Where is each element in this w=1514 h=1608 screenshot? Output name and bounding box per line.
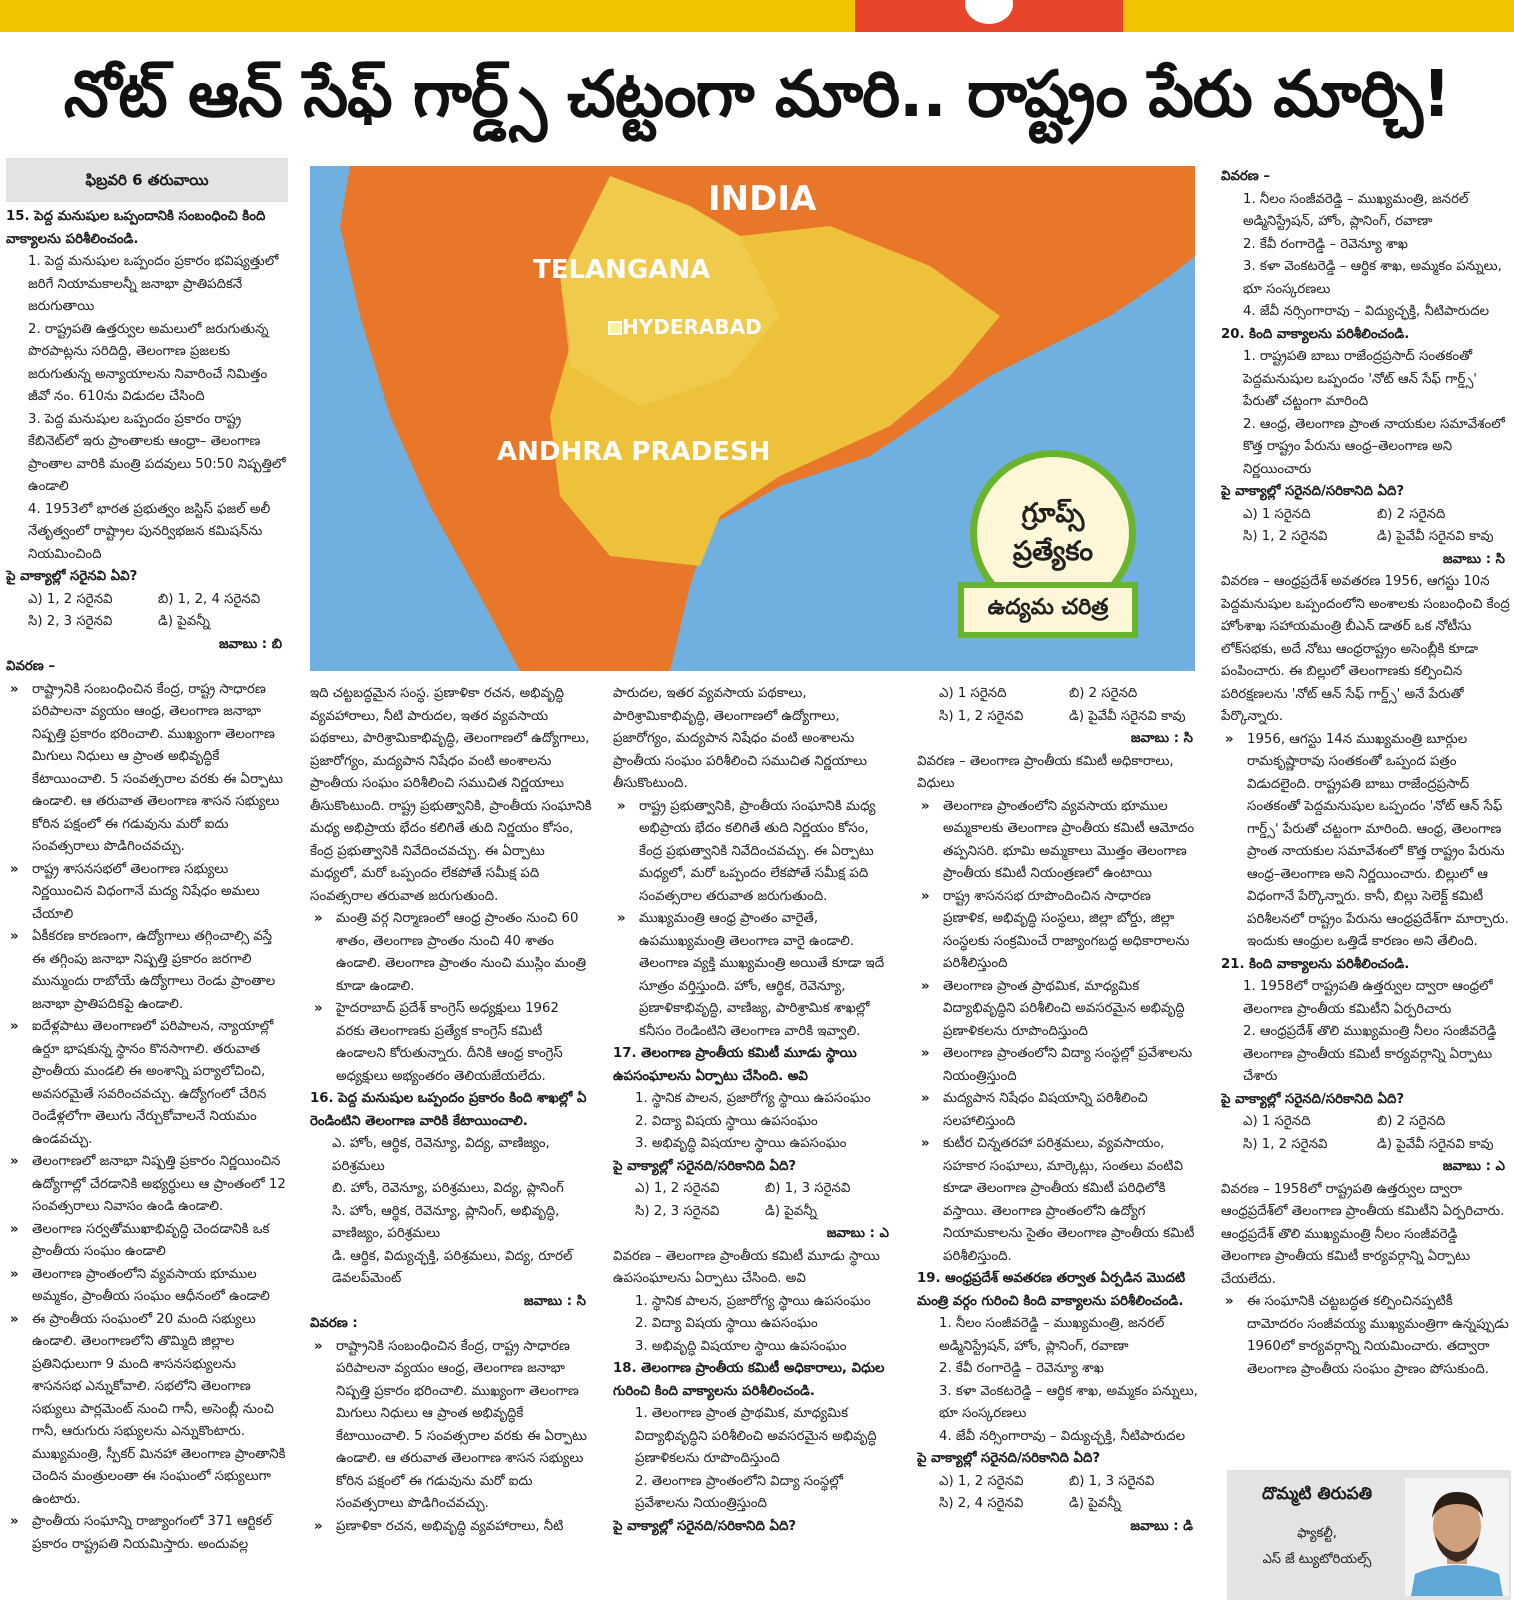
bullet: » తెలంగాణలో జనాభా నిష్పత్తి ప్రకారం నిర్ణయించిన ఉద్యోగాల్లో చేరడానికి అభ్యర్థులు ఆ ప్రాంతంలో 12 సంవత్సరాలు నివాసం ఉండి ఉండాలి. (6, 1151, 288, 1219)
option-b: బి) 2 సరైనది (1377, 506, 1446, 522)
paragraph: ఇది చట్టబద్ధమైన సంస్థ. ప్రణాళికా రచన, అభివృద్ధి వ్యవహారాలు, నీటి పారుదల, ఇతర వ్యవసాయ పథకాలు, పారిశ్రామికాభివృద్ధి, తెలంగాణలో ఉద్యోగాలు, ప్రజారోగ్యం, మద్యపాన నిషేధం వంటి అంశాలను ప్రాంతీయ సంఘం పరిశీలించి సముచిత నిర్ణయాలు తీసుకొంటుంది. రాష్ట్ర ప్రభుత్వానికి, ప్రాంతీయ సంఘానికి మధ్య అభిప్రాయ భేదం కలిగితే తుది నిర్ణయం కోసం, కేంద్ర ప్రభుత్వానికి నివేదించవచ్చు. ఈ ఏర్పాటు మధ్యలో, మరో ఒప్పందం లేకపోతే సమీక్ష పది సంవత్సరాల తరువాత జరుగుతుంది. (310, 686, 592, 904)
bullet: » ప్రణాళికా రచన, అభివృద్ధి వ్యవహారాలు, నీటి (310, 1516, 592, 1539)
options-row (6, 589, 288, 612)
bullet: » ప్రాంతీయ సంఘాన్ని రాజ్యాంగంలో 371 ఆర్టికల్ ప్రకారం రాష్ట్రపతి నియమిస్తారు. అందువల్ల (6, 1511, 288, 1556)
bullet: » మద్యపాన నిషేధం విషయాన్ని పరిశీలించి సలహాలిస్తుంది (917, 1088, 1199, 1133)
author-box (1227, 1470, 1511, 1600)
explanation: వివరణ – 1958లో రాష్ట్రపతి ఉత్తర్వుల ద్వారా ఆంధ్రప్రదేశ్‌లో తెలంగాణ ప్రాంతీయ కమిటీని ఏర్పరిచారు. ఆంధ్రప్రదేశ్ తొలి ముఖ్యమంత్రి నీలం సంజీవరెడ్డి తెలంగాణ ప్రాంతీయ కమిటీ కార్యవర్గాన్ని ఏర్పాటు చేయలేదు. (1221, 1181, 1505, 1287)
options-row (917, 1493, 1199, 1516)
options-row (1221, 526, 1511, 549)
question-prompt: పై వాక్యాల్లో సరైనది/సరికానిది ఏది? (613, 1518, 797, 1534)
options-row (1221, 1134, 1511, 1157)
explanation: వివరణ – ఆంధ్రప్రదేశ్ అవతరణ 1956, ఆగస్టు 10న పెద్దమనుషుల ఒప్పందంలోని అంశాలకు సంబంధించి కేంద్ర హోంశాఖ సహాయమంత్రి బీఎన్ డాతర్ ఒక నోటీసు లోక్‌సభకు, అదే నోటు ఆంధ్రరాష్ట్రం అసెంబ్లీకి కూడా పంపించారు. ఈ బిల్లులో తెలంగాణకు కల్పించిన పరిరక్షణలను 'నోట్ ఆన్ సేఫ్ గార్డ్స్' అనే పేరుతో పేర్కొన్నారు. (1221, 574, 1510, 724)
option-a: ఎ) 1, 2 సరైనవి (939, 1473, 1024, 1489)
label-telangana: TELANGANA (533, 255, 711, 285)
question-21: 21. కింది వాక్యాలను పరిశీలించండి. (1221, 956, 1410, 972)
bullet: » ఈ ప్రాంతీయ సంఘంలో 20 మంది సభ్యులు ఉండాలి. తెలంగాణలోని తొమ్మిది జిల్లాల ప్రతినిధులుగా 9 మంది శాసనసభ్యులను శాసనసభ ఎన్నుకోవాలి. సభలోని తెలంగాణ సభ్యులు పార్లమెంట్ నుంచి గానీ, అసెంబ్లీ నుంచి గానీ, ఆరుగురు సభ్యులను ఎన్నుకొంటారు. ముఖ్యమంత్రి, స్పీకర్ మినహా తెలంగాణ ప్రాంతానికి చెందిన మంత్రులంతా ఈ సంఘంలో సభ్యులుగా ఉంటారు. (6, 1309, 288, 1512)
statement: 2. విద్యా విషయ స్థాయి ఉపసంఘం (635, 1113, 818, 1129)
bullet: » మంత్రి వర్గ నిర్మాణంలో ఆంధ్ర ప్రాంతం నుంచి 60 శాతం, తెలంగాణ ప్రాంతం నుంచి 40 శాతం ఉండాలి. తెలంగాణ ప్రాంతం నుంచి ముస్లిం మంత్రి కూడా ఉండాలి. (310, 908, 592, 998)
option-c: సి) 2, 3 సరైనవి (28, 614, 113, 629)
statement: 4. 1953లో భారత ప్రభుత్వం జస్టిస్ ఫజల్ అలీ నేతృత్వంలో రాష్ట్రాల పునర్విభజన కమిషన్‌ను నియమించింది (28, 501, 271, 562)
statement: 2. కేవీ రంగారెడ్డి – రెవెన్యూ శాఖ (939, 1361, 1104, 1376)
options-row (613, 1201, 895, 1224)
bullet: » కుటీర చిన్నతరహా పరిశ్రమలు, వ్యవసాయం, సహకార సంఘాలు, మార్కెట్లు, సంతలు వంటివి కూడా తెలంగాణ ప్రాంతీయ కమిటీ పరిధిలోకి వస్తాయి. తెలంగాణ ప్రాంతంలోని ఉద్యోగ నియామకాలను సైతం తెలంగాణ ప్రాంతీయ కమిటీ పరిశీలిస్తుంది. (917, 1133, 1199, 1268)
author-photo (1405, 1478, 1509, 1596)
option-a: ఎ) 1 సరైనది (939, 686, 1007, 701)
bullet: » ఐదేళ్లపాటు తెలంగాణలో పరిపాలన, న్యాయాల్లో ఉర్దూ భాషకున్న స్థానం కొనసాగాలి. తరువాత ప్రాంతీయ మండలి ఈ అంశాన్ని పర్యాలోచించి, అవసరమైతే సవరించవచ్చు. ఉద్యోగంలో చేరిన రెండేళ్లలోగా తెలుగు నేర్చుకోవాలనే నియమం ఉండవచ్చు. (6, 1016, 288, 1151)
label-hyderabad: HYDERABAD (622, 315, 762, 339)
statement: 1. పెద్ద మనుషుల ఒప్పందం ప్రకారం భవిష్యత్తులో జరిగే నియామకాలన్నీ జనాభా ప్రాతిపదికనే జరుగుతాయి (28, 254, 279, 314)
option-c: సి. హోం, ఆర్థిక, రెవెన్యూ, ప్లానింగ్, అభివృద్ధి, వాణిజ్యం, పరిశ్రమలు (332, 1203, 560, 1241)
option-d: డి) పైవన్నీ (158, 614, 211, 629)
question-19: 19. ఆంధ్రప్రదేశ్ అవతరణ తర్వాత ఏర్పడిన మొదటి మంత్రి వర్గం గురించి కింది వాక్యాలను పరిశీలించండి. (917, 1271, 1186, 1309)
option-d: డి. ఆర్థిక, విద్యుచ్ఛక్తి, పరిశ్రమలు, విద్య, రూరల్ డెవలప్‌మెంట్ (332, 1248, 573, 1286)
hyderabad-marker (609, 322, 621, 334)
label-andhra-pradesh: ANDHRA PRADESH (497, 437, 771, 467)
column-4 (917, 683, 1199, 1603)
explanation-label: వివరణ – (6, 659, 56, 674)
option-b: బి) 1, 3 సరైనవి (1069, 1473, 1155, 1489)
author-role: ఫ్యాకల్టీ, (1297, 1526, 1337, 1541)
masthead-bar (0, 0, 1514, 32)
question-prompt: పై వాక్యాల్లో సరైనది/సరికానిది ఏది? (613, 1158, 797, 1174)
badge-line2: ప్రత్యేకం (1012, 536, 1094, 567)
answer: జవాబు : డి (1130, 1518, 1193, 1534)
statement: 2. కేవీ రంగారెడ్డి – రెవెన్యూ శాఖ (1243, 236, 1408, 252)
bullet: » తెలంగాణ సర్వతోముఖాభివృద్ధి చెందడానికి ఒక ప్రాంతీయ సంఘం ఉండాలి (6, 1219, 288, 1264)
option-b: బి) 1, 2, 4 సరైనవి (158, 591, 261, 607)
badge-plate: ఉద్యమ చరిత్ర (958, 582, 1138, 638)
statement: 1. నీలం సంజీవరెడ్డి – ముఖ్యమంత్రి, జనరల్ అడ్మినిస్ట్రేషన్, హోం, ప్లానింగ్, రవాణా (939, 1316, 1165, 1354)
bullet: » హైదరాబాద్ ప్రదేశ్ కాంగ్రెస్ అధ్యక్షులు 1962 వరకు తెలంగాణకు ప్రత్యేక కాంగ్రెస్ కమిటీ ఉండాలని కోరుతున్నారు. దీనికి ఆంధ్ర కాంగ్రెస్ అధ్యక్షులు అభ్యంతరం తెలియజేయలేదు. (310, 998, 592, 1088)
section-label: ఫిబ్రవరి 6 తరువాయి (6, 158, 288, 202)
options-row (613, 1178, 895, 1201)
statement: 3. కళా వెంకటరెడ్డి – ఆర్థిక శాఖ, అమ్మకం పన్నులు, భూ సంస్కరణలు (939, 1383, 1198, 1421)
groups-special-badge (958, 450, 1138, 646)
bullet: » రాష్ట్ర శాసనసభలో తెలంగాణ సభ్యులు నిర్ణయించిన విధంగానే మద్య నిషేధం అమలు చేయాలి (6, 859, 288, 927)
column-2 (310, 683, 592, 1603)
statement: 1. తెలంగాణ ప్రాంత ప్రాథమిక, మాధ్యమిక విద్యాభివృద్ధిని పరిశీలించి అవసరమైన అభివృద్ధి ప్రణాళికలను రూపొందిస్తుంది (635, 1406, 877, 1466)
answer: జవాబు : సి (1130, 731, 1193, 746)
statement: 3. పెద్ద మనుషుల ఒప్పందం ప్రకారం రాష్ట్ర కేబినెట్‌లో ఇరు ప్రాంతాలకు ఆంధ్రా– తెలంగాణ ప్రాంతాల వారికి మంత్రి పదవులు 50:50 నిష్పత్తిలో ఉండాలి (28, 411, 286, 494)
paragraph: పారుదల, ఇతర వ్యవసాయ పథకాలు, పారిశ్రామికాభివృద్ధి, తెలంగాణలో ఉద్యోగాలు, ప్రజారోగ్యం, మద్యపాన నిషేధం వంటి అంశాలను ప్రాంతీయ సంఘం పరిశీలించి సముచిత నిర్ణయాలు తీసుకొంటుంది. (613, 686, 867, 791)
statement: 3. అభివృద్ధి విషయాల స్థాయి ఉపసంఘం (635, 1136, 847, 1151)
statement: 2. ఆంధ్ర, తెలంగాణ ప్రాంత నాయకుల సమావేశంలో కొత్త రాష్ట్రం పేరును ఆంధ్ర–తెలంగాణ అని నిర్ణయించారు (1243, 416, 1505, 477)
question-prompt: పై వాక్యాల్లో సరైనది/సరికానిది ఏది? (1221, 1091, 1405, 1107)
brand-logo-box (855, 0, 1123, 32)
bullet: » రాష్ట్రానికి సంబంధించిన కేంద్ర, రాష్ట్ర సాధారణ పరిపాలనా వ్యయం ఆంధ్ర, తెలంగాణ జనాభా నిష్పత్తి ప్రకారం భరించాలి. ముఖ్యంగా తెలంగాణ మిగులు నిధులు ఆ ప్రాంత అభివృద్ధికే కేటాయించాలి. 5 సంవత్సరాల వరకు ఈ ఏర్పాటు ఉండాలి. ఆ తరువాత తెలంగాణ శాసన సభ్యులు కోరిన పక్షంలో ఈ గడువును మరో ఐదు సంవత్సరాలు పొడిగించవచ్చు. (6, 679, 288, 859)
question-prompt: పై వాక్యాల్లో సరైనది/సరికానిది ఏది? (917, 1451, 1101, 1466)
bullet: » తెలంగాణ ప్రాంతంలోని విద్యా సంస్థల్లో ప్రవేశాలను నియంత్రిస్తుంది (917, 1043, 1199, 1088)
option-c: సి) 2, 4 సరైనవి (939, 1496, 1024, 1511)
bullet: » రాష్ట్ర ప్రభుత్వానికి, ప్రాంతీయ సంఘానికి మధ్య అభిప్రాయ భేదం కలిగితే తుది నిర్ణయం కోసం, కేంద్ర ప్రభుత్వానికి నివేదించవచ్చు. ఈ ఏర్పాటు మధ్యలో, మరో ఒప్పందం లేకపోతే సమీక్ష పది సంవత్సరాల తరువాత జరుగుతుంది. (613, 796, 895, 909)
answer: జవాబు : సి (523, 1293, 586, 1309)
option-b: బి) 2 సరైనది (1069, 686, 1138, 701)
column-3 (613, 683, 895, 1603)
bullet: » తెలంగాణ ప్రాంతంలోని వ్యవసాయ భూముల అమ్మకం, ప్రాంతీయ సంఘం ఆధీనంలో ఉండాలి (6, 1264, 288, 1309)
question-17: 17. తెలంగాణ ప్రాంతీయ కమిటీ మూడు స్థాయి ఉపసంఘాలను ఏర్పాటు చేసింది. అవి (613, 1046, 857, 1084)
explanation-label: వివరణ – (1221, 169, 1271, 184)
option-b: బి. హోం, రెవెన్యూ, పరిశ్రమలు, విద్య, ప్లానింగ్ (332, 1181, 564, 1196)
question-20: 20. కింది వాక్యాలను పరిశీలించండి. (1221, 326, 1410, 342)
explanation: వివరణ – తెలంగాణ ప్రాంతీయ కమిటీ అధికారాలు, విధులు (917, 753, 1174, 791)
bullet: » 1956, ఆగస్టు 14న ముఖ్యమంత్రి బూర్గుల రామకృష్ణారావు సంతకంతో ఒప్పంద పత్రం విడుదలైంది. రాష్ట్రపతి బాబు రాజేంద్రప్రసాద్ సంతకంతో పెద్దమనుషుల ఒప్పందం 'నోట్ ఆన్ సేఫ్ గార్డ్స్' పేరుతో చట్టంగా మారింది. ఆంధ్ర, తెలంగాణ ప్రాంత నాయకుల సమావేశంలో కొత్త రాష్ట్రం పేరును ఆంధ్ర–తెలంగాణ అని నిర్ణయించారు. బిల్లులో ఆ విధంగానే పేర్కొన్నారు. కానీ, బిల్లు సెలెక్ట్ కమిటీ పరిశీలనలో రాష్ట్రం పేరును ఆంధ్రప్రదేశ్‌గా మార్చారు. ఇందుకు ఆంధ్రుల ఒత్తిడే కారణం అని తేలింది. (1221, 729, 1511, 954)
label-india: INDIA (708, 179, 817, 219)
option-d: డి) పైవేవీ సరైనవి కావు (1377, 529, 1494, 544)
bullet: » ఈ సంఘానికి చట్టబద్ధత కల్పించినప్పటికీ దామోదరం సంజీవయ్య ముఖ్యమంత్రిగా ఉన్నప్పుడు 1960లో కార్యవర్గాన్ని నియమించారు. తద్వారా తెలంగాణ ప్రాంతీయ సంఘం ప్రాణం పోసుకుంది. (1221, 1291, 1511, 1381)
answer: జవాబు : సి (1442, 551, 1505, 567)
option-d: డి) పైవేవీ సరైనవి కావు (1377, 1136, 1494, 1152)
statement: 3. అభివృద్ధి విషయాల స్థాయి ఉపసంఘం (635, 1338, 847, 1354)
option-c: సి) 1, 2 సరైనవి (1243, 1136, 1328, 1152)
option-a: ఎ) 1, 2 సరైనవి (28, 591, 113, 607)
bullet: » ఏకీకరణ కారణంగా, ఉద్యోగాలు తగ్గించాల్సి వస్తే ఈ తగ్గింపు జనాభా నిష్పత్తి ప్రకారం జరగాలి మున్ముందు రాబోయే ఉద్యోగాలు రెండు ప్రాంతాల జనాభా ప్రాతిపదికపై ఉండాలి. (6, 926, 288, 1016)
option-d: డి) పైవన్నీ (1069, 1496, 1122, 1511)
option-d: డి) పైవన్నీ (765, 1203, 818, 1219)
option-b: బి) 1, 3 సరైనవి (765, 1181, 851, 1196)
statement: 2. రాష్ట్రపతి ఉత్తర్వుల అమలులో జరుగుతున్న పొరపాట్లను సరిదిద్ది, తెలంగాణ ప్రజలకు జరుగుతున్న అన్యాయాలను నివారించే నిమిత్తం జీవో నం. 610ను విడుదల చేసింది (28, 321, 269, 404)
statement: 3. కళా వెంకటరెడ్డి – ఆర్థిక శాఖ, అమ్మకం పన్నులు, భూ సంస్కరణలు (1243, 259, 1502, 297)
author-org: ఎస్ జే ట్యుటోరియల్స్ (1262, 1552, 1372, 1567)
option-a: ఎ) 1 సరైనది (1243, 1114, 1311, 1129)
statement: 4. జేవీ నర్సింగారావు – విద్యుచ్ఛక్తి, నీటిపారుదల (939, 1428, 1186, 1444)
statement: 1. నీలం సంజీవరెడ్డి – ముఖ్యమంత్రి, జనరల్ అడ్మినిస్ట్రేషన్, హోం, ప్లానింగ్, రవాణా (1243, 191, 1469, 229)
question-18: 18. తెలంగాణ ప్రాంతీయ కమిటీ అధికారాలు, విధుల గురించి కింది వాక్యాలను పరిశీలించండి. (613, 1361, 885, 1399)
statement: 4. జేవీ నర్సింగారావు – విద్యుచ్ఛక్తి, నీటిపారుదల (1243, 304, 1490, 319)
statement: 1. స్థానిక పాలన, ప్రజారోగ్య స్థాయి ఉపసంఘం (635, 1091, 871, 1106)
question-15: 15. పెద్ద మనుషుల ఒప్పందానికి సంబంధించి కింది వాక్యాలను పరిశీలించండి. (6, 209, 266, 247)
statement: 2. విద్యా విషయ స్థాయి ఉపసంఘం (635, 1316, 818, 1331)
badge-line1: గ్రూప్స్ (1021, 498, 1085, 529)
option-b: బి) 2 సరైనది (1377, 1114, 1446, 1129)
statement: 1. రాష్ట్రపతి బాబు రాజేంద్రప్రసాద్ సంతకంతో పెద్దమనుషుల ఒప్పందం 'నోట్ ఆన్ సేఫ్ గార్డ్స్' పేరుతో చట్టంగా మారింది (1243, 349, 1477, 409)
answer: జవాబు : బి (218, 636, 282, 652)
statement: 1. స్థానిక పాలన, ప్రజారోగ్య స్థాయి ఉపసంఘం (635, 1293, 871, 1309)
bullet: » ముఖ్యమంత్రి ఆంధ్ర ప్రాంతం వారైతే, ఉపముఖ్యమంత్రి తెలంగాణ వారై ఉండాలి. తెలంగాణ వ్యక్తి ముఖ్యమంత్రి అయితే కూడా ఇదే సూత్రం వర్తిస్తుంది. హోం, ఆర్థిక, రెవెన్యూ, ప్రణాళికాభివృద్ధి, వాణిజ్య, పారిశ్రామిక శాఖల్లో కనీసం రెండింటిని తెలంగాణ వారికి ఇవ్వాలి. (613, 908, 895, 1043)
option-c: సి) 1, 2 సరైనవి (1243, 529, 1328, 544)
options-row (917, 1471, 1199, 1494)
answer: జవాబు : ఎ (826, 1226, 889, 1241)
options-row (917, 706, 1199, 729)
option-d: డి) పైవేవీ సరైనవి కావు (1069, 708, 1186, 724)
option-a: ఎ. హోం, ఆర్థిక, రెవెన్యూ, విద్య, వాణిజ్యం, పరిశ్రమలు (332, 1136, 550, 1174)
answer: జవాబు : ఎ (1442, 1159, 1505, 1174)
options-row (1221, 1111, 1511, 1134)
options-row (6, 611, 288, 634)
column-5 (1221, 166, 1511, 1456)
bullet: » రాష్ట్రానికి సంబంధించిన కేంద్ర, రాష్ట్ర సాధారణ పరిపాలనా వ్యయం ఆంధ్ర, తెలంగాణ జనాభా నిష్పత్తి ప్రకారం భరించాలి. ముఖ్యంగా తెలంగాణ మిగులు నిధులు ఆ ప్రాంత అభివృద్ధికే కేటాయించాలి. 5 సంవత్సరాల వరకు ఈ ఏర్పాటు ఉండాలి. ఆ తరువాత తెలంగాణ శాసన సభ్యులు కోరిన పక్షంలో ఈ గడువును మరో ఐదు సంవత్సరాలు పొడిగించవచ్చు. (310, 1336, 592, 1516)
options-row (917, 683, 1199, 706)
option-a: ఎ) 1, 2 సరైనవి (635, 1181, 720, 1196)
bullet: » తెలంగాణ ప్రాంత ప్రాథమిక, మాధ్యమిక విద్యాభివృద్ధిని పరిశీలించి అవసరమైన అభివృద్ధి ప్రణాళికలను రూపొందిస్తుంది (917, 976, 1199, 1044)
bullet: » రాష్ట్ర శాసనసభ రూపొందించిన సాధారణ ప్రణాళిక, అభివృద్ధి సంస్థలు, జిల్లా బోర్డు, జిల్లా సంస్థలకు సంక్రమించే రాజ్యాంగబద్ధ అధికారాలను పరిశీలిస్తుంది (917, 886, 1199, 976)
author-name: దొమ్మటి తిరుపతి (1261, 1484, 1373, 1504)
headline: నోట్ ఆన్ సేఫ్ గార్డ్స్ చట్టంగా మారి.. రాష్ట్రం పేరు మార్చి! (63, 57, 1451, 132)
statement: 2. ఆంధ్రప్రదేశ్ తొలి ముఖ్యమంత్రి నీలం సంజీవరెడ్డి తెలంగాణ ప్రాంతీయ కమిటీ కార్యవర్గాన్ని ఏర్పాటు చేశారు (1243, 1024, 1497, 1084)
option-c: సి) 2, 3 సరైనవి (635, 1203, 720, 1219)
bullet: » తెలంగాణ ప్రాంతంలోని వ్యవసాయ భూముల అమ్మకాలకు తెలంగాణ ప్రాంతీయ కమిటీ ఆమోదం తప్పనిసరి. భూమి అమ్మకాలు మొత్తం తెలంగాణ ప్రాంతీయ కమిటీ నియంత్రణలో ఉంటాయి (917, 796, 1199, 886)
question-16: 16. పెద్ద మనుషుల ఒప్పందం ప్రకారం కింది శాఖల్లో ఏ రెండింటిని తెలంగాణ వారికి కేటాయించాలి. (310, 1091, 587, 1129)
explanation-label: వివరణ : (310, 1316, 358, 1331)
question-prompt: పై వాక్యాల్లో సరైనది/సరికానిది ఏది? (1221, 484, 1405, 499)
brand-logo-mark (965, 0, 1013, 24)
statement: 1. 1958లో రాష్ట్రపతి ఉత్తర్వుల ద్వారా ఆంధ్రలో తెలంగాణ ప్రాంతీయ కమిటీని ఏర్పరిచారు (1243, 979, 1493, 1017)
options-row (1221, 504, 1511, 527)
column-1 (6, 158, 288, 1603)
option-a: ఎ) 1 సరైనది (1243, 506, 1311, 522)
statement: 2. తెలంగాణ ప్రాంతంలోని విద్యా సంస్థల్లో ప్రవేశాలను నియంత్రిస్తుంది (635, 1473, 843, 1511)
explanation: వివరణ – తెలంగాణ ప్రాంతీయ కమిటీ మూడు స్థాయి ఉపసంఘాలను ఏర్పాటు చేసింది. అవి (613, 1248, 880, 1286)
question-prompt: పై వాక్యాల్లో సరైనవి ఏవి? (6, 569, 138, 584)
option-c: సి) 1, 2 సరైనవి (939, 708, 1024, 724)
